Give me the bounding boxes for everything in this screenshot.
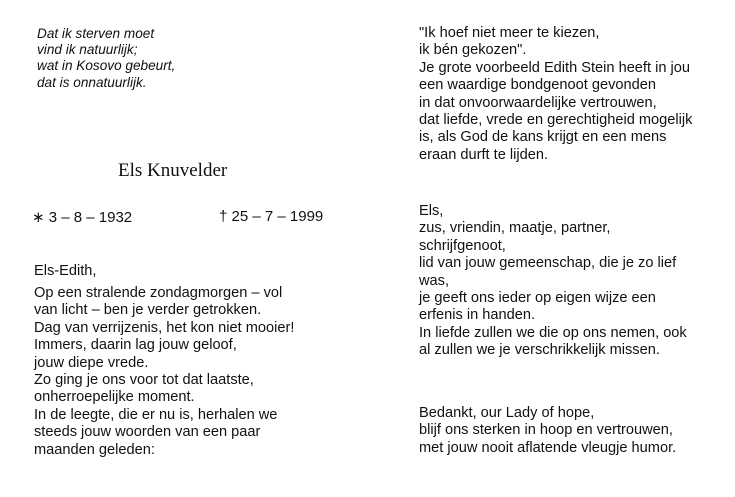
text-line: was, <box>419 272 450 289</box>
text-line: Immers, daarin lag jouw geloof, <box>34 337 237 354</box>
text-line: ik bén gekozen". <box>419 42 527 59</box>
poem-line: wat in Kosovo gebeurt, <box>37 58 176 74</box>
text-line: in dat onvoorwaardelijke vertrouwen, <box>419 94 657 111</box>
text-line: lid van jouw gemeenschap, die je zo lief <box>419 255 677 272</box>
text-line: Dag van verrijzenis, het kon niet mooier! <box>34 319 295 336</box>
text-line: een waardige bondgenoot gevonden <box>419 77 656 94</box>
text-line: schrijfgenoot, <box>419 237 506 254</box>
poem-line: Dat ik sterven moet <box>37 26 155 41</box>
tribute-block <box>419 203 687 360</box>
text-line: In liefde zullen we die op ons nemen, ook <box>419 324 687 341</box>
text-line: is, als God de kans krijgt en een mens <box>419 129 667 146</box>
text-line: steeds jouw woorden van een paar <box>34 424 261 441</box>
text-line: "Ik hoef niet meer te kiezen, <box>419 25 600 41</box>
text-line: van licht – ben je verder getrokken. <box>34 302 262 319</box>
text-line: In de leegte, die er nu is, herhalen we <box>34 406 278 423</box>
text-line: maanden geleden: <box>34 441 155 458</box>
salutation: Els-Edith, <box>34 263 97 279</box>
text-line: zus, vriendin, maatje, partner, <box>419 220 611 237</box>
text-line: Els, <box>419 203 444 219</box>
birth-date: ∗ 3 – 8 – 1932 <box>32 209 133 226</box>
quote-block <box>419 25 692 164</box>
text-line: jouw diepe vrede. <box>34 354 149 371</box>
poem-line: dat is onnatuurlijk. <box>37 74 147 90</box>
deceased-name: Els Knuvelder <box>118 160 228 181</box>
text-line: Bedankt, our Lady of hope, <box>419 405 595 421</box>
text-line: je geeft ons ieder op eigen wijze een <box>419 290 656 307</box>
memorial-text <box>34 285 294 459</box>
death-date: † 25 – 7 – 1999 <box>219 208 324 225</box>
opening-poem <box>37 26 175 91</box>
text-line: Op een stralende zondagmorgen – vol <box>34 285 283 301</box>
poem-line: vind ik natuurlijk; <box>37 42 138 58</box>
text-line: eraan durft te lijden. <box>419 146 548 163</box>
text-line: blijf ons sterken in hoop en vertrouwen, <box>419 422 673 439</box>
closing-block <box>419 405 676 457</box>
text-line: al zullen we je verschrikkelijk missen. <box>419 342 660 359</box>
text-line: Zo ging je ons voor tot dat laatste, <box>34 372 254 389</box>
text-line: onherroepelijke moment. <box>34 389 195 406</box>
text-line: met jouw nooit aflatende vleugje humor. <box>419 439 677 456</box>
text-line: Je grote voorbeeld Edith Stein heeft in jou <box>419 59 690 76</box>
text-line: erfenis in handen. <box>419 307 536 324</box>
text-line: dat liefde, vrede en gerechtigheid mogelijk <box>419 112 693 129</box>
